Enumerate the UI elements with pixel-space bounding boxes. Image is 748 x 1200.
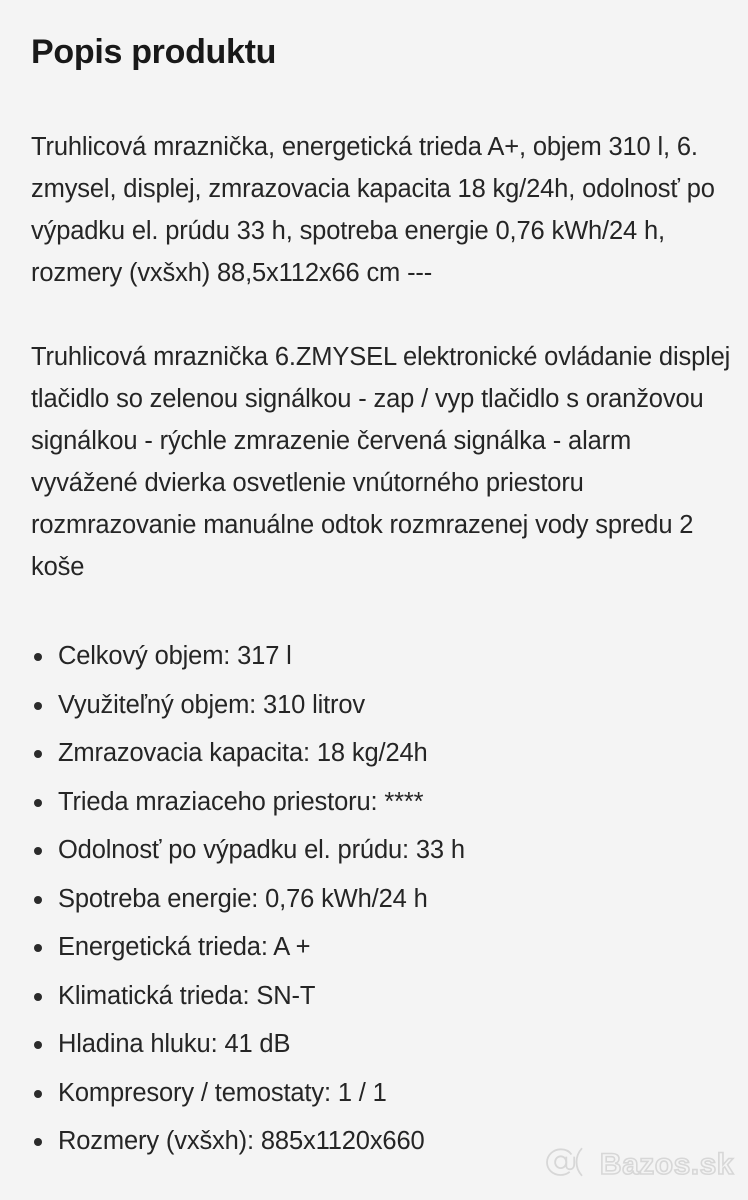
- bullet-icon: [34, 993, 42, 1001]
- list-item-label: Zmrazovacia kapacita: 18 kg/24h: [58, 739, 428, 767]
- description-paragraph-1: Truhlicová mraznička, energetická trieda A+, objem 310 l, 6. zmysel, displej, zmrazovacia kapacita 18 kg/24h, odolnosť po výpadku el. prúdu 33 h, spotreba energie 0,76 kWh/24 h, rozmery (vxšxh) 88,5x112x66 cm ---: [31, 133, 715, 287]
- watermark-label: Bazos.sk: [599, 1147, 734, 1181]
- list-item-label: Hladina hluku: 41 dB: [58, 1030, 291, 1058]
- list-item: [31, 1029, 731, 1059]
- list-item: [31, 690, 731, 720]
- list-item-label: Odolnosť po výpadku el. prúdu: 33 h: [58, 836, 465, 864]
- list-item-label: Trieda mraziaceho priestoru: ****: [58, 787, 424, 816]
- bullet-icon: [34, 750, 42, 758]
- bullet-icon: [34, 847, 42, 855]
- bullet-icon: [34, 1041, 42, 1049]
- list-item-label: Využiteľný objem: 310 litrov: [58, 690, 366, 719]
- list-item-label: Celkový objem: 317 l: [58, 642, 292, 670]
- description-body: [31, 126, 731, 1175]
- bullet-icon: [34, 702, 42, 710]
- list-item-label: Rozmery (vxšxh): 885x1120x660: [58, 1127, 425, 1155]
- list-item: [31, 787, 731, 817]
- list-item: [31, 932, 731, 962]
- bullet-icon: [34, 896, 42, 904]
- bullet-icon: [34, 799, 42, 807]
- bullet-icon: [34, 1138, 42, 1146]
- list-item: [31, 1078, 731, 1108]
- description-paragraph-2: Truhlicová mraznička 6.ZMYSEL elektronické ovládanie displej tlačidlo so zelenou signálkou - zap / vyp tlačidlo s oranžovou signálkou - rýchle zmrazenie červená signálka - alarm vyvážené dvierka osvetlenie vnútorného priestoru rozmrazovanie manuálne odtok rozmrazenej vody spredu 2 koše: [31, 343, 731, 581]
- bullet-icon: [34, 653, 42, 661]
- specification-list: [31, 641, 731, 1156]
- list-item: [31, 981, 731, 1011]
- list-item: [31, 884, 731, 914]
- list-item: [31, 641, 731, 671]
- list-item-label: Energetická trieda: A +: [58, 933, 311, 961]
- list-item-label: Kompresory / temostaty: 1 / 1: [58, 1078, 387, 1107]
- list-item-label: Klimatická trieda: SN-T: [58, 981, 316, 1010]
- bullet-icon: [34, 944, 42, 952]
- list-item: [31, 738, 731, 768]
- page-title: Popis produktu: [31, 33, 277, 71]
- bullet-icon: [34, 1090, 42, 1098]
- list-item: [31, 835, 731, 865]
- list-item: [31, 1126, 731, 1156]
- list-item-label: Spotreba energie: 0,76 kWh/24 h: [58, 884, 428, 913]
